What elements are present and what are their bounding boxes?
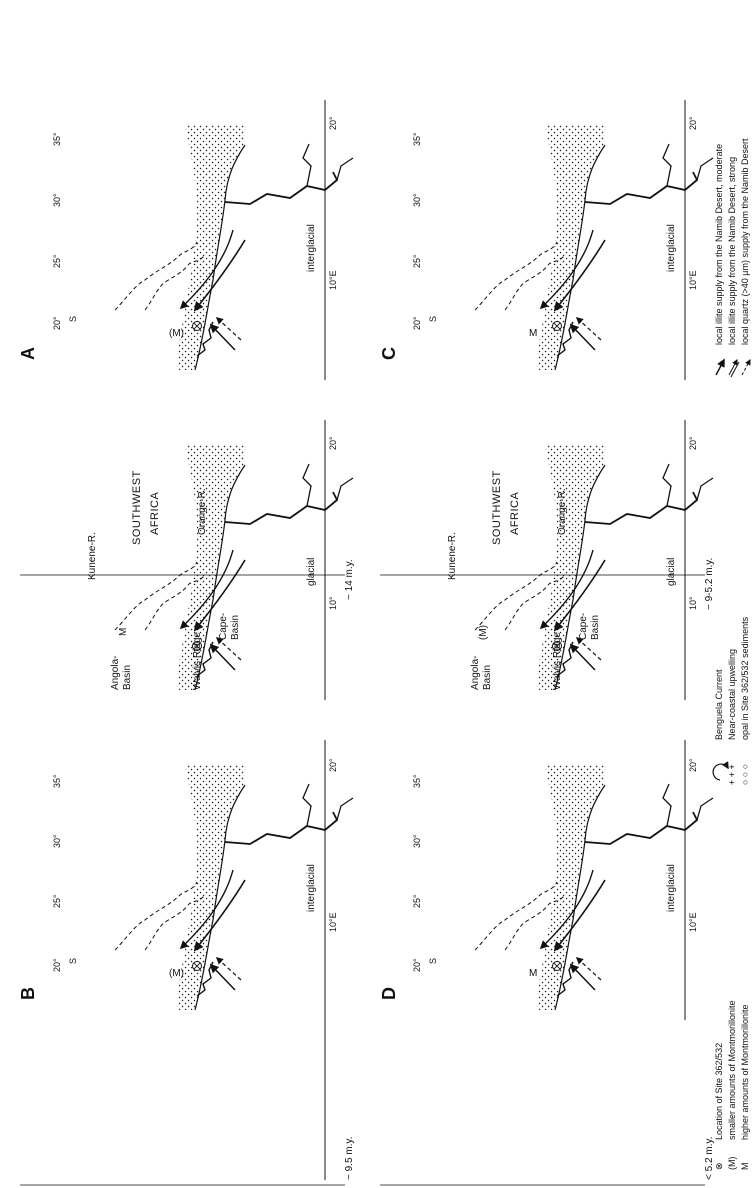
panel-a-letter: A bbox=[18, 347, 38, 360]
panel-d bbox=[379, 740, 715, 1185]
region-label: AFRICA bbox=[149, 491, 161, 535]
lat-tick: 30° bbox=[412, 834, 422, 848]
lat-tick: 25° bbox=[412, 894, 422, 908]
panel-d-letter: D bbox=[379, 987, 399, 1000]
lon-tick: 10°E bbox=[688, 270, 698, 290]
panel-b-letter: B bbox=[18, 987, 38, 1000]
lat-tick: 35° bbox=[52, 774, 62, 788]
lon-tick: 10°E bbox=[328, 270, 338, 290]
panel-c bbox=[379, 100, 715, 700]
lat-tick: 20° bbox=[412, 958, 422, 972]
lat-tick: 20° bbox=[412, 316, 422, 330]
legend-symbol: ○ ○ ○ bbox=[740, 763, 750, 785]
lon-tick: 20° bbox=[688, 758, 698, 772]
dashed-arrow-icon bbox=[742, 360, 750, 375]
panel-d-lat-ticks bbox=[412, 774, 438, 972]
orange-label: Orange-R. bbox=[557, 488, 568, 535]
age-label: < 5.2 m.y. bbox=[704, 1136, 715, 1180]
legend-symbol: (M) bbox=[727, 1156, 737, 1170]
panel-c-lat-ticks bbox=[412, 132, 438, 330]
walvis-label: Walvis Ridge bbox=[552, 632, 563, 690]
montmorillonite-marker: (M) bbox=[169, 328, 184, 339]
montmorillonite-marker: M bbox=[529, 968, 538, 979]
lon-tick: 20° bbox=[328, 436, 338, 450]
lat-tick: 25° bbox=[52, 254, 62, 268]
panel-a bbox=[18, 100, 355, 700]
map-a-glacial bbox=[115, 420, 353, 700]
stage-label: interglacial bbox=[666, 864, 677, 912]
lon-tick: 20° bbox=[328, 758, 338, 772]
map-c-interglacial bbox=[475, 100, 713, 380]
map-label: Basin bbox=[590, 614, 601, 640]
legend-text: Near-coastal upwelling bbox=[727, 648, 737, 740]
lat-tick: 20° bbox=[52, 316, 62, 330]
map-label: Angola- bbox=[470, 655, 481, 690]
region-label: SOUTHWEST bbox=[491, 470, 503, 545]
lon-tick: 20° bbox=[688, 436, 698, 450]
montmorillonite-marker: M bbox=[118, 627, 129, 636]
lat-tick: 30° bbox=[52, 193, 62, 207]
legend-text: smaller amounts of Montmorillonite bbox=[727, 1000, 737, 1140]
stage-label: interglacial bbox=[306, 864, 317, 912]
panel-b bbox=[18, 740, 355, 1185]
stage-label: glacial bbox=[306, 557, 317, 586]
legend-symbol: + + + bbox=[727, 764, 737, 785]
kunene-label: Kunene-R. bbox=[447, 532, 458, 580]
lat-tick: S bbox=[68, 315, 78, 322]
lon-tick: 20° bbox=[328, 116, 338, 130]
montmorillonite-marker: (M) bbox=[169, 968, 184, 979]
lat-tick: S bbox=[428, 957, 438, 964]
map-b-interglacial bbox=[115, 740, 353, 1020]
lat-tick: 30° bbox=[412, 193, 422, 207]
lat-tick: 20° bbox=[52, 958, 62, 972]
lon-tick: 10° bbox=[688, 596, 698, 610]
lat-tick: 25° bbox=[412, 254, 422, 268]
age-label: ~ 9-5.2 m.y. bbox=[704, 557, 715, 610]
solid-arrow-icon bbox=[716, 360, 724, 375]
map-c-glacial bbox=[475, 420, 713, 700]
legend-text: local illite supply from the Namib Desert, strong bbox=[727, 156, 737, 345]
legend-text: higher amounts of Montmorillonite bbox=[740, 1004, 750, 1140]
map-label: Basin bbox=[230, 614, 241, 640]
lat-tick: 35° bbox=[412, 774, 422, 788]
legend bbox=[713, 138, 750, 1170]
lat-tick: 35° bbox=[412, 132, 422, 146]
legend-text: Location of Site 362/532 bbox=[714, 1042, 724, 1140]
region-label: AFRICA bbox=[509, 491, 521, 535]
lat-tick: 35° bbox=[52, 132, 62, 146]
orange-label: Orange-R. bbox=[197, 488, 208, 535]
panel-a-lat-ticks bbox=[52, 132, 78, 330]
lat-tick: S bbox=[428, 315, 438, 322]
legend-text: local illite supply from the Namib Desert, moderate bbox=[714, 143, 724, 345]
walvis-label: Walvis Ridge bbox=[192, 632, 203, 690]
legend-symbol: M bbox=[740, 1162, 750, 1170]
map-label: Basin bbox=[122, 664, 133, 690]
kunene-label: Kunene-R. bbox=[87, 532, 98, 580]
panel-b-lat-ticks bbox=[52, 774, 78, 972]
lon-tick: 10°E bbox=[688, 912, 698, 932]
stage-label: interglacial bbox=[666, 224, 677, 272]
benguela-current-icon bbox=[713, 764, 728, 780]
stage-label: interglacial bbox=[306, 224, 317, 272]
legend-text: local quartz (>40 µm) supply from the Namib Desert bbox=[740, 138, 750, 345]
legend-text: Benguela Current bbox=[714, 669, 724, 740]
map-d-interglacial bbox=[475, 740, 713, 1020]
panel-c-letter: C bbox=[379, 347, 399, 360]
age-label: ~ 14 m.y. bbox=[344, 559, 355, 600]
region-label: SOUTHWEST bbox=[131, 470, 143, 545]
lon-tick: 10° bbox=[328, 596, 338, 610]
lat-tick: 25° bbox=[52, 894, 62, 908]
map-a-interglacial bbox=[115, 100, 353, 380]
lat-tick: S bbox=[68, 957, 78, 964]
map-label: Basin bbox=[482, 664, 493, 690]
age-label: ~ 9.5 m.y. bbox=[344, 1136, 355, 1180]
legend-symbol: ⊗ bbox=[714, 1162, 724, 1170]
map-label: Cape- bbox=[218, 612, 229, 640]
map-label: Angola- bbox=[110, 655, 121, 690]
map-label: Cape- bbox=[578, 612, 589, 640]
lon-tick: 10°E bbox=[328, 912, 338, 932]
legend-text: opal in Site 362/532 sediments bbox=[740, 616, 750, 740]
stage-label: glacial bbox=[666, 557, 677, 586]
lat-tick: 30° bbox=[52, 834, 62, 848]
lon-tick: 20° bbox=[688, 116, 698, 130]
montmorillonite-marker: (M) bbox=[478, 625, 489, 640]
montmorillonite-marker: M bbox=[529, 328, 538, 339]
